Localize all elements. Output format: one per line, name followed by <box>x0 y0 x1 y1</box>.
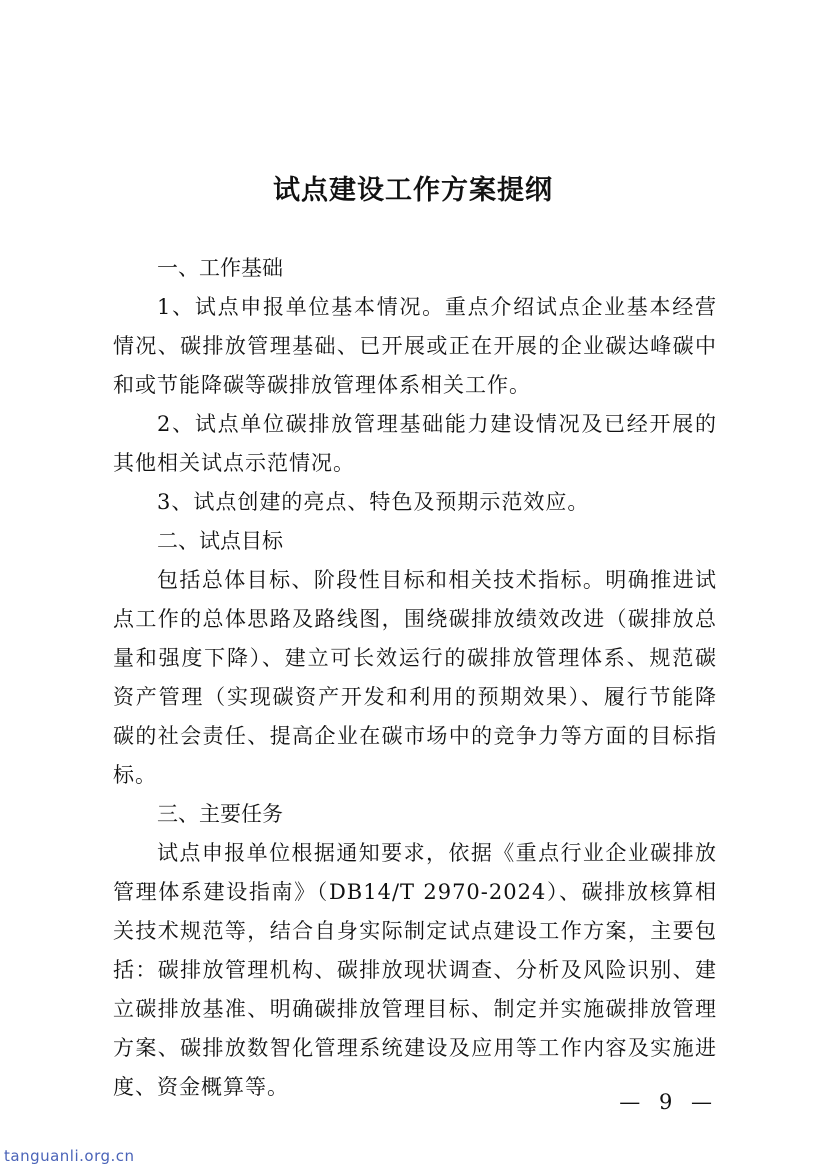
paragraph: 1、试点申报单位基本情况。重点介绍试点企业基本经营情况、碳排放管理基础、已开展或正在开展的企业碳达峰碳中和或节能降碳等碳排放管理体系相关工作。 <box>113 295 717 397</box>
section-main-tasks <box>113 795 717 1107</box>
page-number: — 9 — <box>619 1090 718 1114</box>
section-work-foundation <box>113 249 717 522</box>
paragraph: 3、试点创建的亮点、特色及预期示范效应。 <box>157 490 590 514</box>
paragraph: 2、试点单位碳排放管理基础能力建设情况及已经开展的其他相关试点示范情况。 <box>113 412 717 475</box>
section-heading: 三、主要任务 <box>157 802 283 826</box>
section-heading: 二、试点目标 <box>157 529 283 553</box>
section-pilot-goals <box>113 522 717 795</box>
watermark-text: tanguanli.org.cn <box>4 1147 135 1165</box>
document-body <box>113 249 717 1107</box>
section-heading: 一、工作基础 <box>157 256 283 280</box>
paragraph: 试点申报单位根据通知要求，依据《重点行业企业碳排放管理体系建设指南》（DB14/T 2970-2024）、碳排放核算相关技术规范等，结合自身实际制定试点建设工作方案，主要包括：碳排放管理机构、碳排放现状调查、分析及风险识别、建立碳排放基准、明确碳排放管理目标、制定并实施碳排放管理方案、碳排放数智化管理系统建设及应用等工作内容及实施进度、资金概算等。 <box>113 841 717 1099</box>
paragraph: 包括总体目标、阶段性目标和相关技术指标。明确推进试点工作的总体思路及路线图，围绕碳排放绩效改进（碳排放总量和强度下降）、建立可长效运行的碳排放管理体系、规范碳资产管理（实现碳资产开发和利用的预期效果）、履行节能降碳的社会责任、提高企业在碳市场中的竞争力等方面的目标指标。 <box>113 568 717 787</box>
page-title: 试点建设工作方案提纲 <box>273 175 553 206</box>
